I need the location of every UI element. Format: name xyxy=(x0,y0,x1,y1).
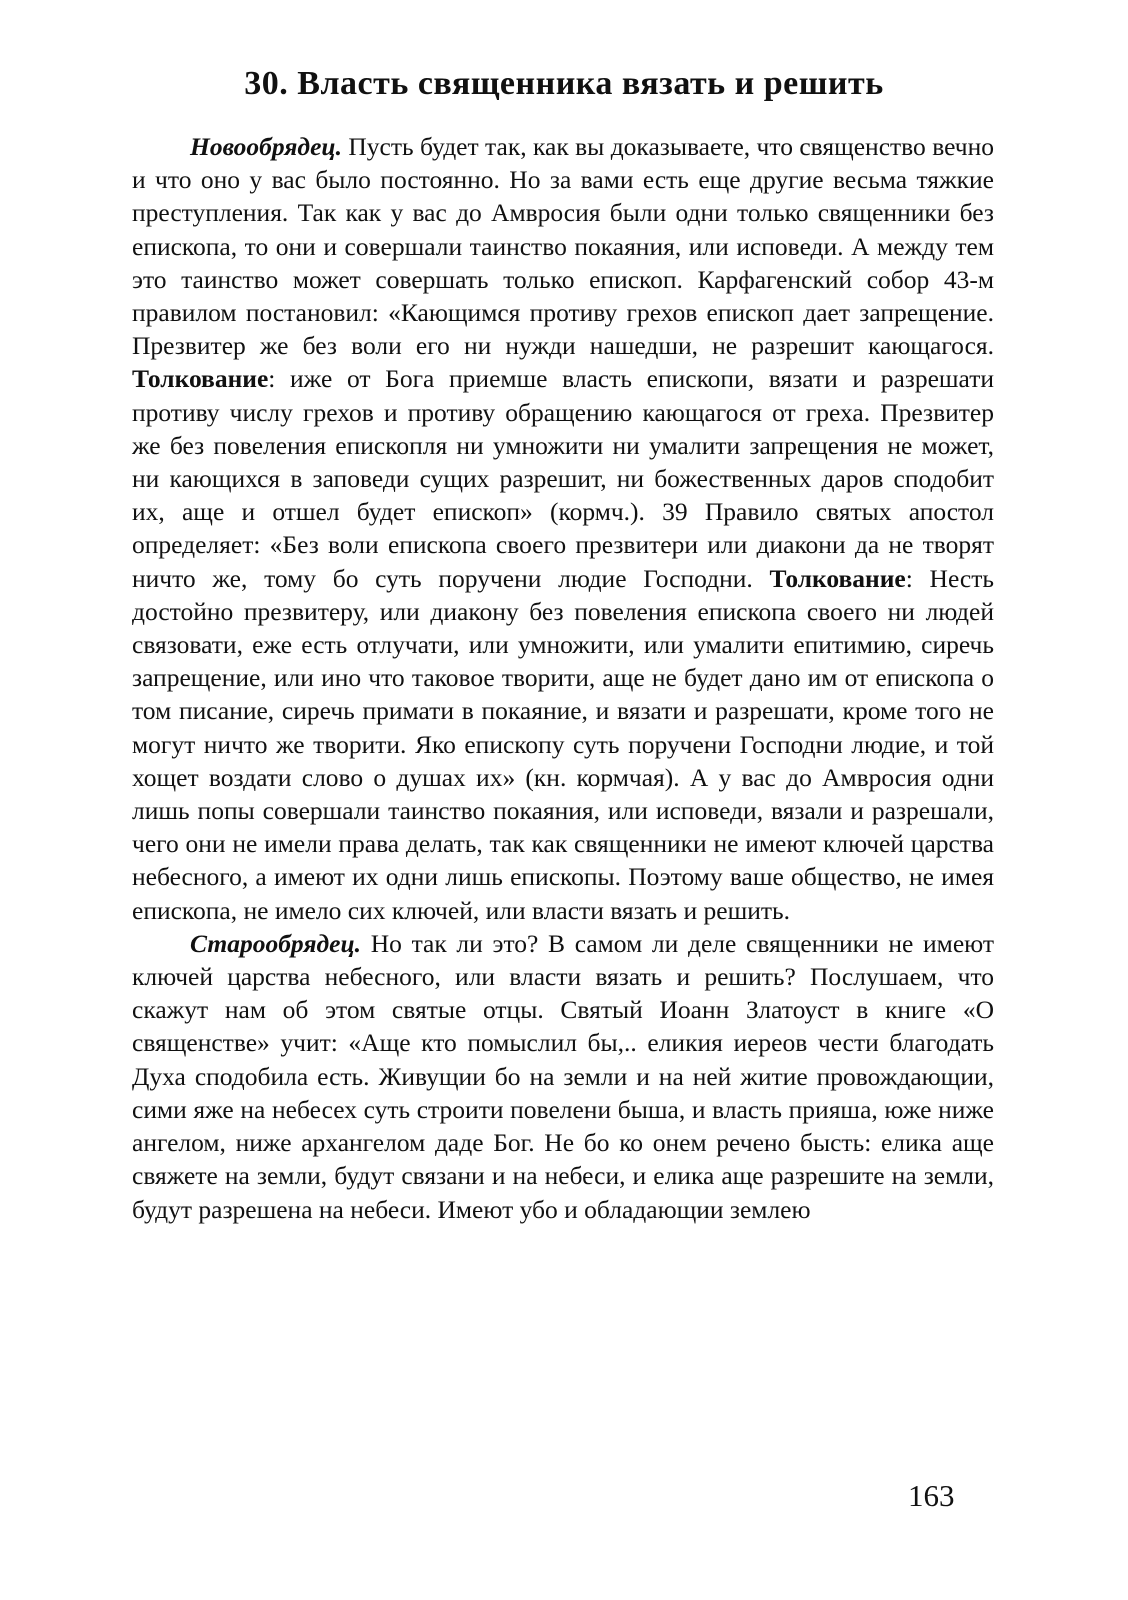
chapter-title: 30. Власть священника вязать и решить xyxy=(244,65,884,102)
page-number: 163 xyxy=(908,1478,955,1513)
paragraph-text: Пусть будет так, как вы доказываете, что священство вечно и что оно у вас было постоянно. Но за вами есть еще другие весьма тяжкие преступления. Так как у вас до Амвросия были одни только священники без епископа, то они и совершали таинство покаяния, или исповеди. А между тем это таинство может совершать только епископ. Карфагенский собор 43-м правилом постановил: «Кающимся противу грехов епископ дает запрещение. Презвитер же без воли его ни нужди нашедши, не разрешит кающагося. xyxy=(132,132,994,361)
paragraph-text: : иже от Бога приемше власть епископи, вязати и разрешати противу числу грехов и противу обращению кающагося от греха. Презвитер же без повеления епископля ни умножити ни умалити запрещения не может, ни кающихся в заповеди сущих разрешит, ни божественных даров сподобит их, аще и отшел будет епископ» (кормч.). 39 Правило святых апостол определяет: «Без воли епископа своего презвитери или диакони да не творят ничто же, тому бо суть поручени людие Господни. xyxy=(132,364,994,593)
paragraph-text: : Несть достойно презвитеру, или диакону без повеления епископа своего ни людей связовати, еже есть отлучати, или умножити, или умалити епитимию, сиречь запрещение, или ино что таковое творити, аще не будет дано им от епископа о том писание, сиречь примати в покаяние, и вязати и разрешати, кроме того не могут ничто же творити. Яко епископу суть поручени Господни людие, и той хощет воздати слово о душах их» (кн. кормчая). А у вас до Амвросия одни лишь попы совершали таинство покаяния, или исповеди, вязали и разрешали, чего они не имели права делать, так как священники не имеют ключей царства небесного, а имеют их одни лишь епископы. Поэтому ваше общество, не имея епископа, не имело сих ключей, или власти вязать и решить. xyxy=(132,563,995,925)
body-text xyxy=(132,130,994,1226)
term-label: Толкование xyxy=(132,364,269,394)
paragraph-staroobryadets xyxy=(132,927,994,1226)
speaker-label: Старообрядец. xyxy=(190,928,362,958)
term-label: Толкование xyxy=(769,563,906,593)
paragraph-text: Но так ли это? В самом ли деле священники не имеют ключей царства небесного, или власти вязать и решить? Послушаем, что скажут нам об этом святые отцы. Святый Иоанн Златоуст в книге «О священстве» учит: «Аще кто помыслил бы,.. еликия иереов чести благодать Духа сподобила есть. Живущии бо на земли и на ней житие провождающии, сими яже на небесех суть строити повелени быша, и власть прияша, юже ниже ангелом, ниже архангелом даде Бог. Не бо ко онем речено бысть: елика аще свяжете на земли, будут связани и на небеси, и елика аще разрешите на земли, будут разрешена на небеси. Имеют убо и обладающии землею xyxy=(132,928,994,1224)
paragraph-novoobryadets xyxy=(132,130,994,927)
speaker-label: Новообрядец. xyxy=(190,132,342,161)
